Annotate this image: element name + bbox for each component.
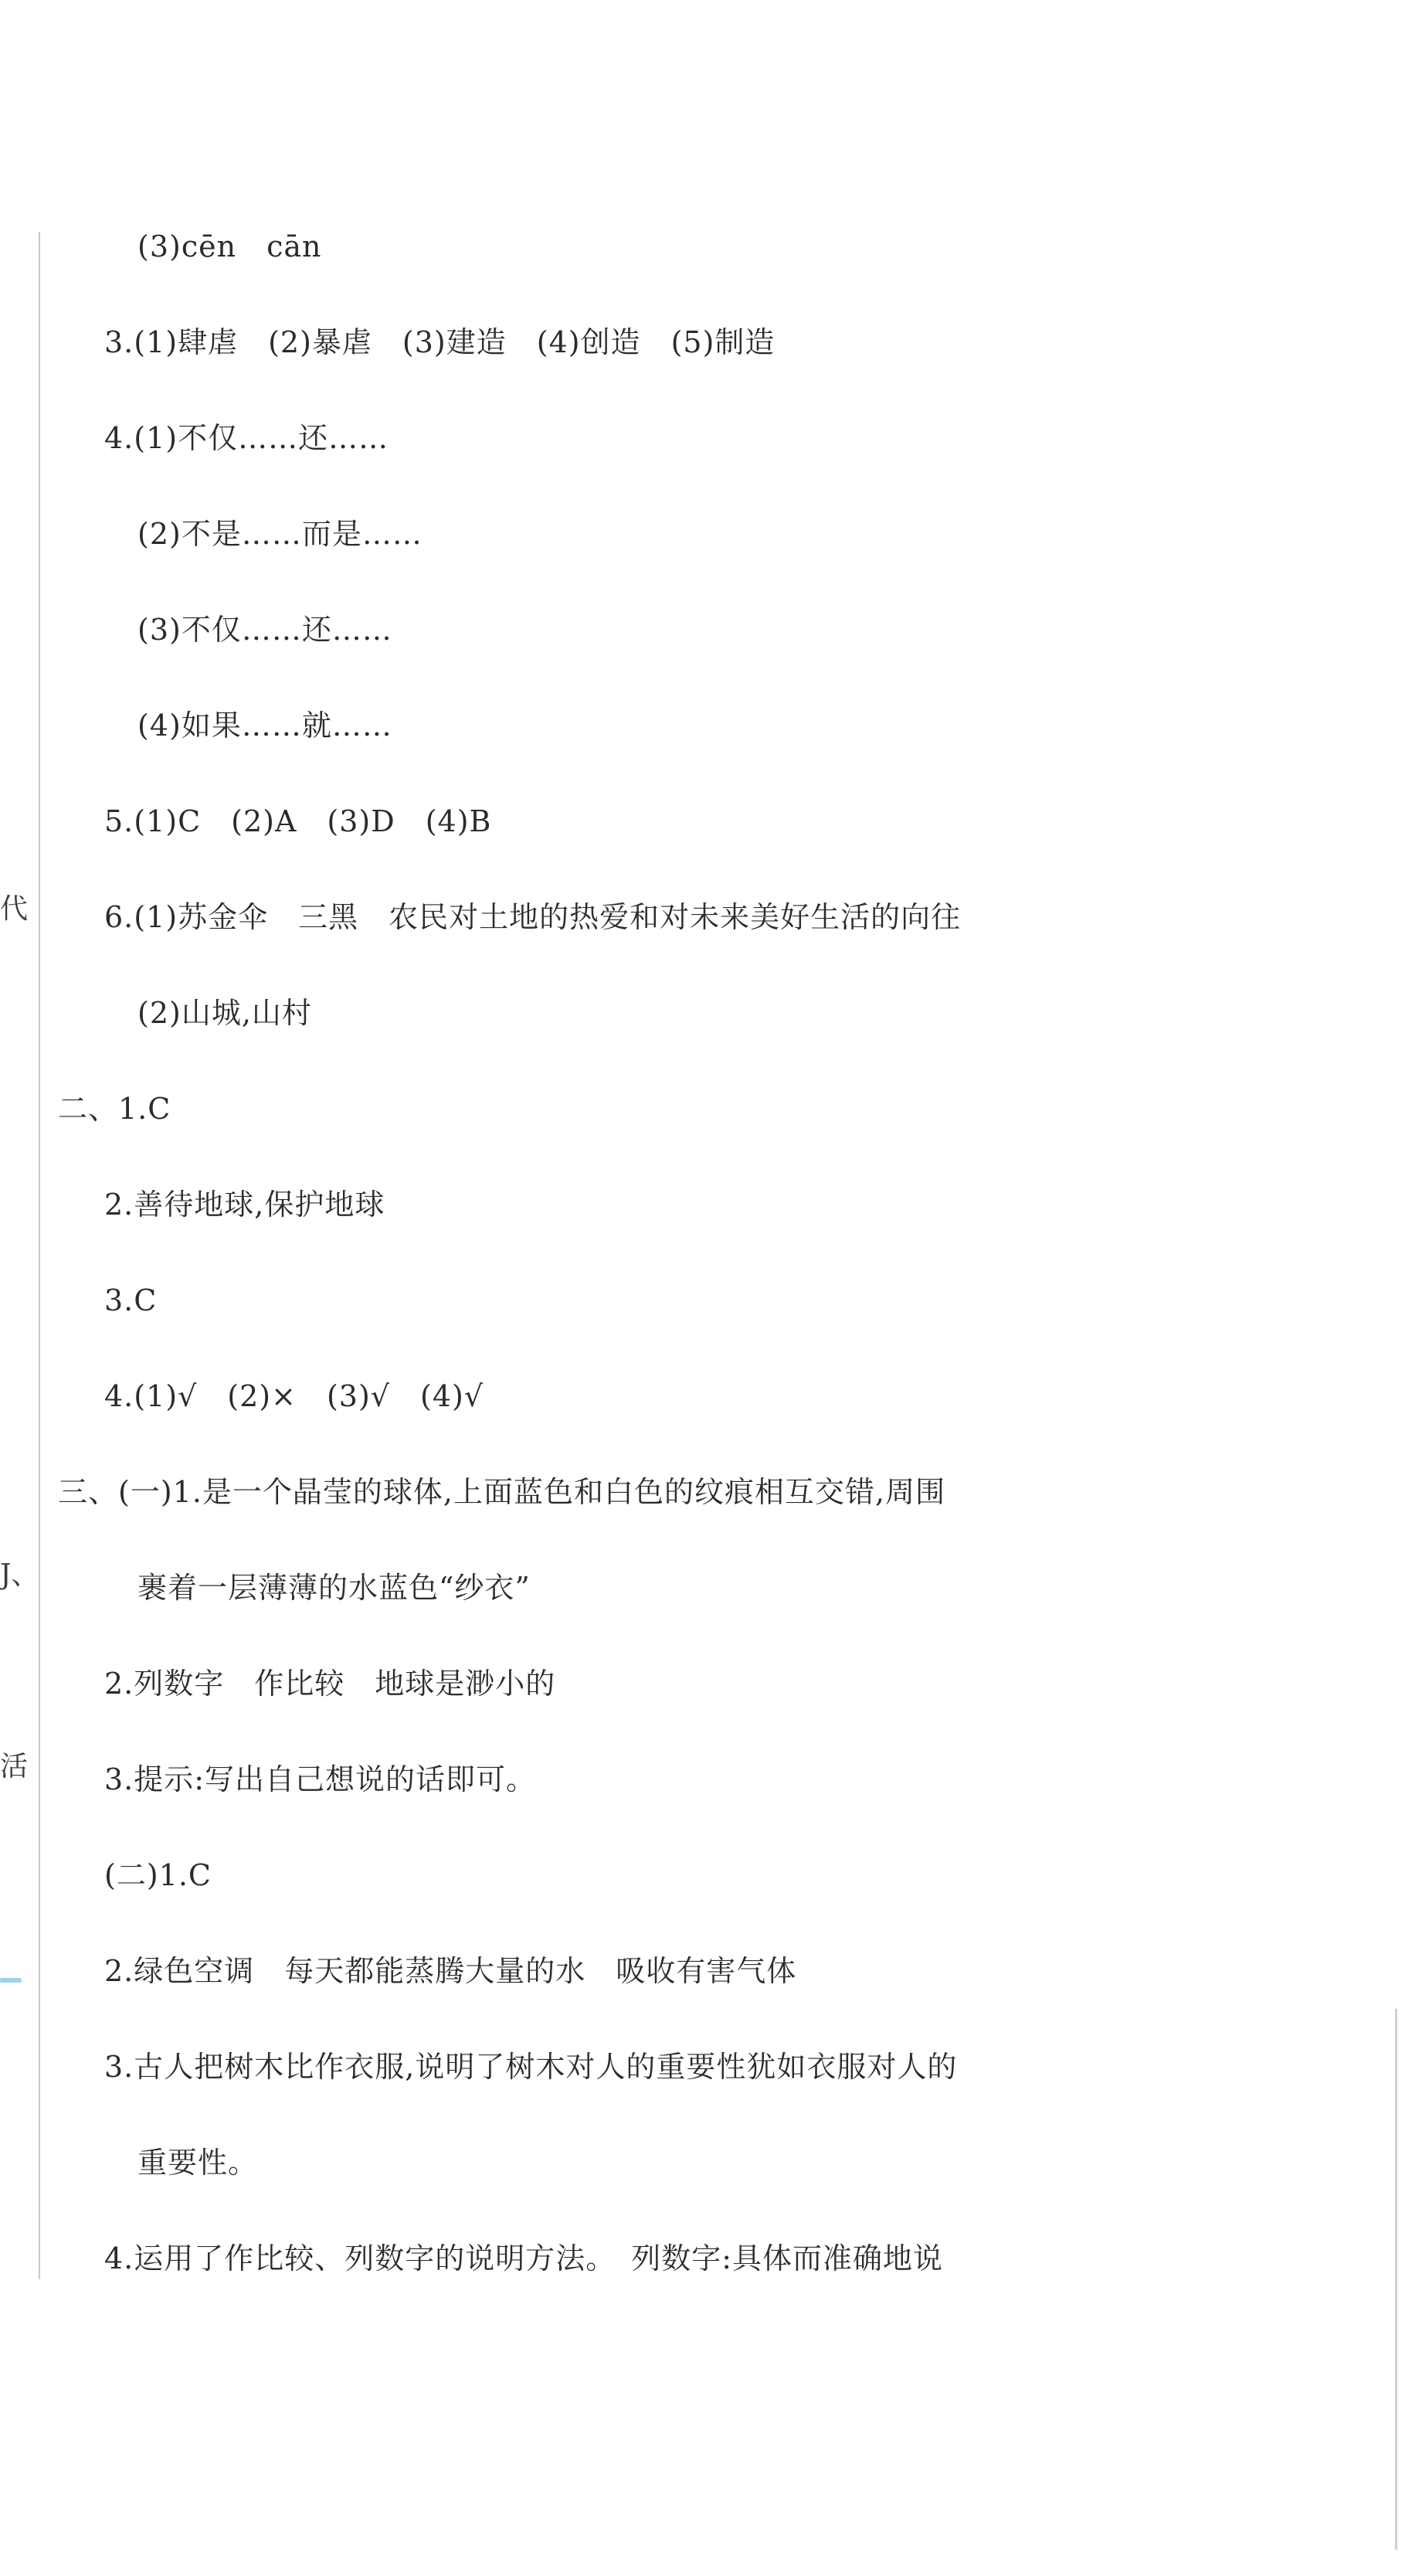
margin-fragment: 代 (0, 893, 29, 925)
answer-line: 2.列数字 作比较 地球是渺小的 (104, 1667, 556, 1701)
answer-line: (2)山城,山村 (137, 996, 312, 1030)
answer-line: 6.(1)苏金伞 三黑 农民对土地的热爱和对未来美好生活的向往 (104, 900, 962, 934)
answer-line: 4.(1)不仅……还…… (104, 421, 389, 455)
blue-margin-mark (0, 1978, 22, 1983)
answer-line: 4.(1)√ (2)× (3)√ (4)√ (104, 1379, 484, 1413)
margin-fragment: 活 (0, 1751, 29, 1782)
answer-line: (3)不仅……还…… (137, 613, 392, 647)
section-heading: 二、1.C (58, 1092, 171, 1126)
answer-line: 2.绿色空调 每天都能蒸腾大量的水 吸收有害气体 (104, 1954, 797, 1988)
section-heading: 三、(一)1.是一个晶莹的球体,上面蓝色和白色的纹痕相互交错,周围 (58, 1475, 946, 1509)
answer-line: 重要性。 (137, 2146, 259, 2180)
answer-line: 3.提示:写出自己想说的话即可。 (104, 1762, 537, 1796)
answer-line: (3)cēn cān (137, 229, 322, 263)
answer-line: (4)如果……就…… (137, 709, 392, 743)
answer-line: 4.运用了作比较、列数字的说明方法。 列数字:具体而准确地说 (104, 2241, 944, 2275)
answer-line: (2)不是……而是…… (137, 517, 423, 551)
answer-line: 3.C (104, 1283, 158, 1317)
answer-line: 2.善待地球,保护地球 (104, 1188, 385, 1222)
answer-line: (二)1.C (104, 1858, 212, 1892)
answer-line: 3.古人把树木比作衣服,说明了树木对人的重要性犹如衣服对人的 (104, 2050, 958, 2084)
answer-line: 裹着一层薄薄的水蓝色“纱衣” (137, 1571, 531, 1605)
answer-line: 3.(1)肆虐 (2)暴虐 (3)建造 (4)创造 (5)制造 (104, 325, 775, 359)
page-edge-line (1395, 2009, 1397, 2550)
margin-fragment: J、 (0, 1559, 39, 1591)
binding-line (39, 232, 40, 2279)
answer-line: 5.(1)C (2)A (3)D (4)B (104, 804, 492, 838)
